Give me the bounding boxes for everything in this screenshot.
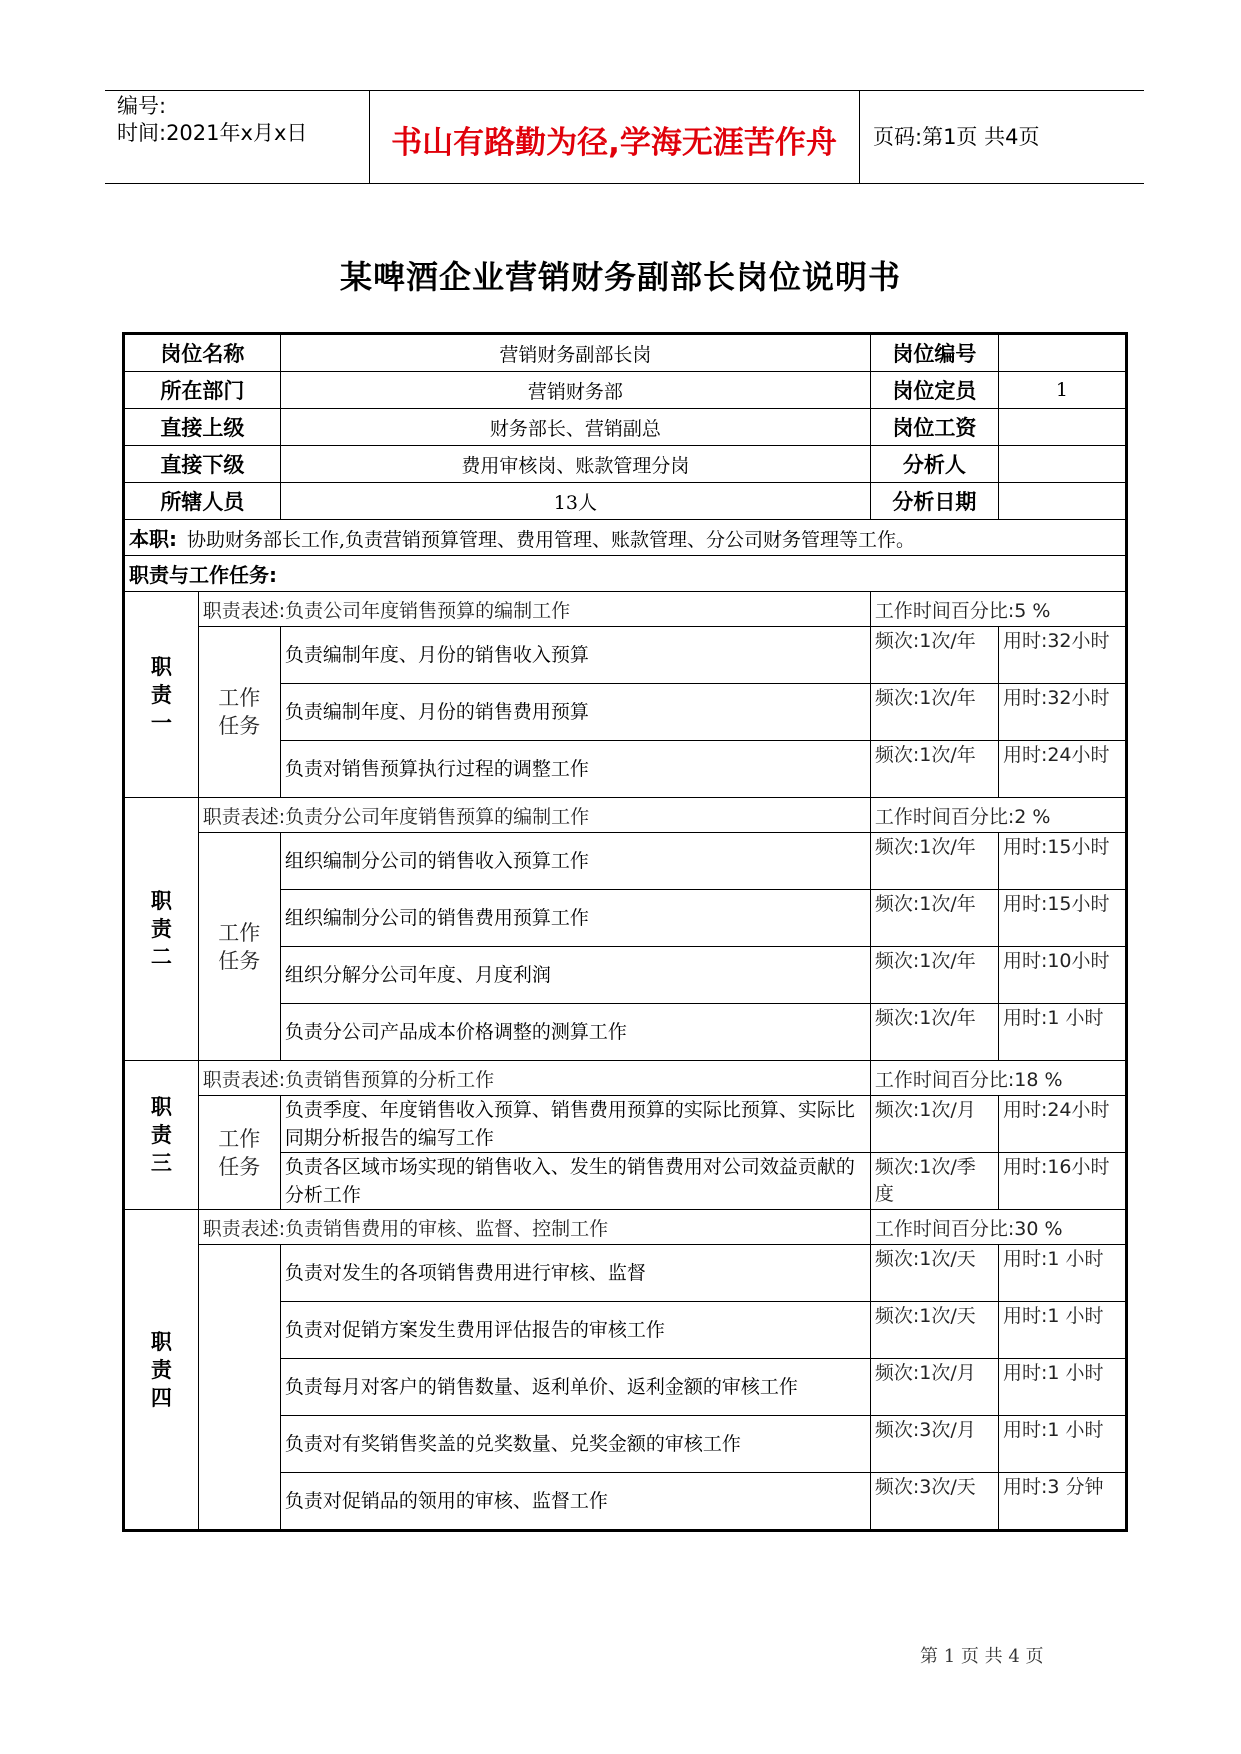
task-duration: 用时:24小时 [998, 741, 1126, 798]
task-frequency: 频次:1次/年 [870, 627, 998, 684]
task-label-text: 任务 [218, 948, 261, 973]
duty-time-percent: 工作时间百分比:2 % [870, 798, 1126, 833]
duty-name-char: 职 [150, 654, 172, 679]
task-duration: 用时:16小时 [998, 1153, 1126, 1210]
duty-name-cell [124, 592, 199, 798]
task-row [124, 627, 1127, 684]
duty-name-char: 四 [150, 1385, 172, 1410]
task-duration: 用时:10小时 [998, 947, 1126, 1004]
info-row [124, 334, 1127, 372]
info-value: 营销财务副部长岗 [280, 334, 870, 372]
duties-heading-row [124, 556, 1127, 592]
task-frequency: 频次:3次/月 [870, 1416, 998, 1473]
duty-name-cell [124, 1210, 199, 1531]
task-text: 组织编制分公司的销售费用预算工作 [280, 890, 870, 947]
task-frequency: 频次:1次/年 [870, 947, 998, 1004]
info-row [124, 483, 1127, 520]
duty-statement-row [124, 592, 1127, 627]
task-label-cell [198, 627, 280, 798]
task-label-cell [198, 1096, 280, 1210]
task-frequency: 频次:1次/天 [870, 1245, 998, 1302]
info-label: 岗位名称 [124, 334, 281, 372]
task-duration: 用时:24小时 [998, 1096, 1126, 1153]
info-label: 所辖人员 [124, 483, 281, 520]
info-label: 直接下级 [124, 446, 281, 483]
role-cell [124, 520, 1127, 556]
duty-statement: 职责表述:负责公司年度销售预算的编制工作 [198, 592, 870, 627]
task-duration: 用时:32小时 [998, 627, 1126, 684]
duty-name-char: 三 [150, 1151, 172, 1175]
task-duration: 用时:1 小时 [998, 1004, 1126, 1061]
info-value [998, 483, 1126, 520]
task-duration: 用时:32小时 [998, 684, 1126, 741]
info-label: 分析人 [870, 446, 998, 483]
info-value: 费用审核岗、账款管理分岗 [280, 446, 870, 483]
info-label: 直接上级 [124, 409, 281, 446]
task-frequency: 频次:3次/天 [870, 1473, 998, 1531]
task-frequency: 频次:1次/年 [870, 890, 998, 947]
task-text: 组织编制分公司的销售收入预算工作 [280, 833, 870, 890]
info-label: 所在部门 [124, 372, 281, 409]
role-label: 本职: [129, 527, 177, 551]
duty-statement: 职责表述:负责销售费用的审核、监督、控制工作 [198, 1210, 870, 1245]
task-label-text: 工作 [218, 686, 261, 710]
duty-time-percent: 工作时间百分比:18 % [870, 1061, 1126, 1096]
job-description-table [122, 332, 1128, 1532]
task-label-cell [198, 1245, 280, 1531]
task-frequency: 频次:1次/年 [870, 833, 998, 890]
job-table-body [124, 334, 1127, 1531]
task-frequency: 频次:1次/月 [870, 1096, 998, 1153]
task-label-text: 工作 [218, 920, 261, 945]
task-frequency: 频次:1次/年 [870, 684, 998, 741]
task-label-text: 工作 [218, 1126, 261, 1151]
info-value: 营销财务部 [280, 372, 870, 409]
header-motto: 书山有路勤为径,学海无涯苦作舟 [391, 125, 837, 161]
task-frequency: 频次:1次/天 [870, 1302, 998, 1359]
duty-name-char: 责 [150, 1123, 172, 1147]
task-duration: 用时:15小时 [998, 833, 1126, 890]
header-number-label: 编号: [117, 94, 167, 118]
info-value: 13人 [280, 483, 870, 520]
task-row [124, 833, 1127, 890]
task-text: 负责编制年度、月份的销售收入预算 [280, 627, 870, 684]
task-duration: 用时:1 小时 [998, 1416, 1126, 1473]
task-text: 负责每月对客户的销售数量、返利单价、返利金额的审核工作 [280, 1359, 870, 1416]
task-frequency: 频次:1次/年 [870, 1004, 998, 1061]
task-text: 负责对促销方案发生费用评估报告的审核工作 [280, 1302, 870, 1359]
info-row [124, 372, 1127, 409]
task-text: 负责季度、年度销售收入预算、销售费用预算的实际比预算、实际比同期分析报告的编写工作 [280, 1096, 870, 1153]
duty-name-char: 二 [150, 945, 172, 969]
info-value [998, 446, 1126, 483]
info-value [998, 409, 1126, 446]
duty-statement: 职责表述:负责销售预算的分析工作 [198, 1061, 870, 1096]
duty-name-char: 职 [150, 889, 172, 913]
info-label: 岗位编号 [870, 334, 998, 372]
info-value [998, 334, 1126, 372]
info-row [124, 446, 1127, 483]
header-time-label: 时间:2021年x月x日 [117, 121, 308, 145]
page-footer: 第 1 页 共 4 页 [920, 1646, 1044, 1667]
task-duration: 用时:1 小时 [998, 1359, 1126, 1416]
header-top-rule [105, 90, 1144, 91]
info-label: 岗位工资 [870, 409, 998, 446]
duty-name-char: 职 [150, 1095, 172, 1119]
duties-heading: 职责与工作任务: [124, 556, 1127, 592]
duty-statement-row [124, 1210, 1127, 1245]
task-row [124, 1245, 1127, 1302]
task-label-text: 任务 [218, 714, 261, 738]
task-duration: 用时:1 小时 [998, 1302, 1126, 1359]
role-text: 协助财务部长工作,负责营销预算管理、费用管理、账款管理、分公司财务管理等工作。 [187, 529, 916, 551]
duty-time-percent: 工作时间百分比:30 % [870, 1210, 1126, 1245]
header-bottom-rule [105, 183, 1144, 184]
duty-statement: 职责表述:负责分公司年度销售预算的编制工作 [198, 798, 870, 833]
task-text: 负责对促销品的领用的审核、监督工作 [280, 1473, 870, 1531]
document-title: 某啤酒企业营销财务副部长岗位说明书 [339, 258, 901, 296]
task-text: 负责各区域市场实现的销售收入、发生的销售费用对公司效益贡献的分析工作 [280, 1153, 870, 1210]
task-label-cell [198, 833, 280, 1061]
task-label-text: 任务 [218, 1154, 261, 1179]
duty-name-char: 一 [150, 710, 172, 735]
duty-name-cell [124, 1061, 199, 1210]
task-text: 负责对销售预算执行过程的调整工作 [280, 741, 870, 798]
info-label: 分析日期 [870, 483, 998, 520]
role-row [124, 520, 1127, 556]
task-row [124, 1096, 1127, 1153]
duty-name-char: 职 [150, 1329, 172, 1354]
task-text: 负责对发生的各项销售费用进行审核、监督 [280, 1245, 870, 1302]
task-frequency: 频次:1次/年 [870, 741, 998, 798]
task-text: 负责对有奖销售奖盖的兑奖数量、兑奖金额的审核工作 [280, 1416, 870, 1473]
task-text: 组织分解分公司年度、月度利润 [280, 947, 870, 1004]
task-frequency: 频次:1次/季度 [870, 1153, 998, 1210]
task-duration: 用时:3 分钟 [998, 1473, 1126, 1531]
duty-name-char: 责 [150, 1357, 172, 1382]
header-divider-right [859, 90, 860, 184]
info-label: 岗位定员 [870, 372, 998, 409]
info-value: 1 [998, 372, 1126, 409]
task-duration: 用时:1 小时 [998, 1245, 1126, 1302]
duty-name-char: 责 [150, 682, 172, 707]
duty-statement-row [124, 798, 1127, 833]
task-frequency: 频次:1次/月 [870, 1359, 998, 1416]
duty-statement-row [124, 1061, 1127, 1096]
duty-name-cell [124, 798, 199, 1061]
task-text: 负责编制年度、月份的销售费用预算 [280, 684, 870, 741]
task-duration: 用时:15小时 [998, 890, 1126, 947]
task-text: 负责分公司产品成本价格调整的测算工作 [280, 1004, 870, 1061]
info-value: 财务部长、营销副总 [280, 409, 870, 446]
duty-time-percent: 工作时间百分比:5 % [870, 592, 1126, 627]
header-page-label: 页码:第1页 共4页 [873, 125, 1040, 149]
info-row [124, 409, 1127, 446]
duty-name-char: 责 [150, 917, 172, 941]
